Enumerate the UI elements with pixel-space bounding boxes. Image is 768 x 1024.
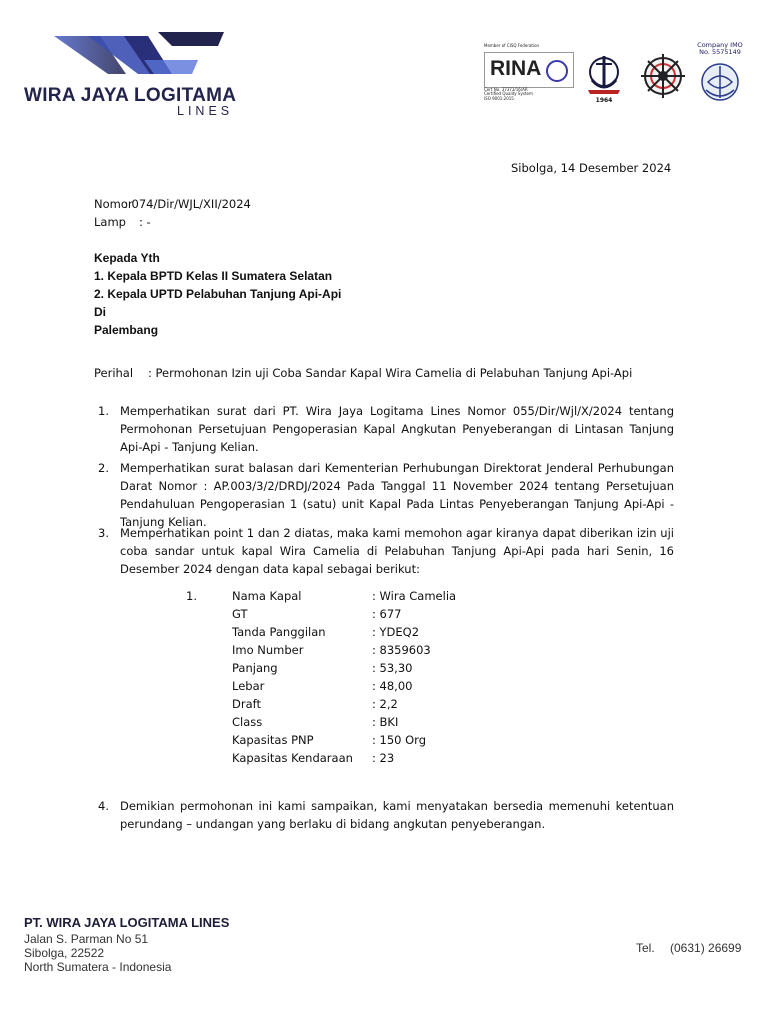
anchor-emblem-icon <box>584 44 624 106</box>
spec-label: Kapasitas Kendaraan <box>232 751 353 765</box>
spec-label: Tanda Panggilan <box>232 625 326 639</box>
letter-date: Sibolga, 14 Desember 2024 <box>511 161 672 175</box>
addressee-line: Kepada Yth <box>94 251 160 265</box>
lamp-label: Lamp <box>94 215 126 229</box>
emblem-year: 1964 <box>595 97 613 104</box>
perihal-value: : Permohonan Izin uji Coba Sandar Kapal Wira Camelia di Pelabuhan Tanjung Api-Api <box>148 366 633 380</box>
spec-label: Panjang <box>232 661 278 675</box>
paragraph-number: 1. <box>98 404 109 418</box>
paragraph-number: 3. <box>98 526 109 540</box>
spec-value: : YDEQ2 <box>372 625 420 639</box>
paragraph-text: Memperhatikan point 1 dan 2 diatas, maka kami memohon agar kiranya dapat diberikan izin uji coba sandar untuk kapal Wira Camelia di Pelabuhan Tanjung Api-Api pada hari Senin, 16 Desember 2024 dengan data kapal sebagai berikut: <box>120 526 674 576</box>
spec-value: : 150 Org <box>372 733 427 747</box>
company-name: WIRA JAYA LOGITAMA <box>24 85 237 106</box>
footer-tel-value: (0631) 26699 <box>670 941 742 955</box>
spec-label: Imo Number <box>232 643 304 657</box>
nomor-label: Nomor <box>94 197 133 211</box>
addressee-line: 2. Kepala UPTD Pelabuhan Tanjung Api-Api <box>94 287 342 301</box>
addressee-line: 1. Kepala BPTD Kelas II Sumatera Selatan <box>94 269 333 283</box>
lamp-value: : - <box>139 215 151 229</box>
footer-tel-label: Tel. <box>636 941 655 955</box>
rina-system: Certified Quality System <box>484 91 533 97</box>
rina-certification-logo <box>484 44 572 104</box>
rina-iso: ISO 9001:2015 <box>484 95 514 101</box>
rina-text: RINA <box>490 57 542 80</box>
spec-label: Lebar <box>232 679 265 693</box>
spec-value: : Wira Camelia <box>372 589 457 603</box>
paragraph-number: 2. <box>98 461 109 475</box>
addressee-line: Di <box>94 305 106 319</box>
rina-cert-no: Cert No. 37373/16/AR <box>484 87 528 92</box>
imo-label <box>692 42 748 57</box>
spec-value: : BKI <box>372 715 399 729</box>
spec-item-number: 1. <box>186 589 197 603</box>
spec-label: Nama Kapal <box>232 589 302 603</box>
ship-wheel-emblem-icon <box>640 44 686 106</box>
addressee-line: Palembang <box>94 323 159 337</box>
footer-address-line: Sibolga, 22522 <box>24 946 105 960</box>
footer-company-name: PT. WIRA JAYA LOGITAMA LINES <box>24 915 230 930</box>
spec-value: : 677 <box>372 607 402 621</box>
spec-label: GT <box>232 607 248 621</box>
rina-seal-icon <box>546 60 568 82</box>
spec-value: : 2,2 <box>372 697 398 711</box>
company-logo-graphic <box>48 30 228 86</box>
footer-address-line: Jalan S. Parman No 51 <box>24 932 149 946</box>
paragraph-text: Demikian permohonan ini kami sampaikan, kami menyatakan bersedia memenuhi ketentuan perundang – undangan yang berlaku di bidang angkutan penyeberangan. <box>120 799 674 831</box>
company-subtitle: LINES <box>177 104 234 118</box>
imo-number: No. 5575149 <box>699 48 741 57</box>
spec-value: : 8359603 <box>372 643 431 657</box>
spec-label: Class <box>232 715 263 729</box>
addressee-block <box>94 249 341 339</box>
footer-address-line: North Sumatera - Indonesia <box>24 960 172 974</box>
imo-label-title: Company IMO <box>697 41 743 49</box>
nomor-value: : 074/Dir/WJL/XII/2024 <box>124 197 251 211</box>
spec-label: Kapasitas PNP <box>232 733 314 747</box>
spec-value: : 53,30 <box>372 661 413 675</box>
perihal-label: Perihal <box>94 366 134 380</box>
spec-value: : 23 <box>372 751 395 765</box>
spec-value: : 48,00 <box>372 679 413 693</box>
rina-member-text: Member of CISQ Federation <box>484 43 540 48</box>
paragraph-number: 4. <box>98 799 109 813</box>
spec-label: Draft <box>232 697 261 711</box>
paragraph-text: Memperhatikan surat dari PT. Wira Jaya Logitama Lines Nomor 055/Dir/Wjl/X/2024 tentang Permohonan Persetujuan Pengoperasian Kapal Angkutan Penyeberangan di Lintasan Tanjung Api-Api - Tanjung Kelian. <box>120 404 674 454</box>
paragraph-text: Memperhatikan surat balasan dari Kementerian Perhubungan Direktorat Jenderal Perhubungan Darat Nomor : AP.003/3/2/DRDJ/2024 Pada Tanggal 11 November 2024 tentang Persetujuan Pendahuluan Pengoperasian 1 (satu) unit Kapal Pada Lintas Penyeberangan Tanjung Api-Api - Tanjung Kelian. <box>120 461 674 529</box>
